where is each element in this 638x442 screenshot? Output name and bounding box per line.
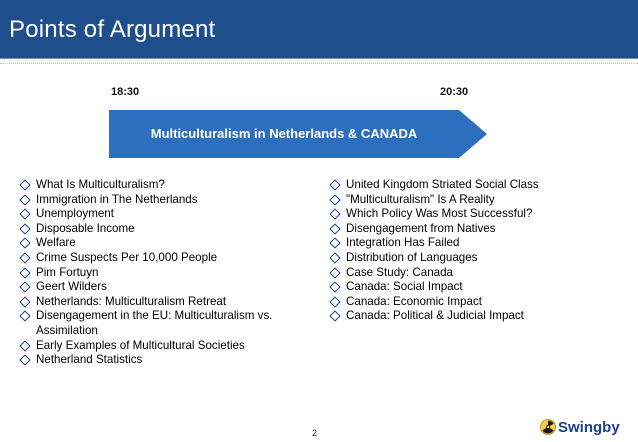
right-topic-list (328, 178, 628, 324)
diamond-bullet-icon (329, 209, 340, 220)
radiation-icon (540, 419, 556, 435)
list-item-text: Disengagement from Natives (346, 221, 496, 235)
arrow-banner-label: Multiculturalism in Netherlands & CANADA (150, 126, 418, 141)
diamond-bullet-icon (329, 238, 340, 249)
swingby-logo (540, 417, 620, 437)
diamond-bullet-icon (329, 296, 340, 307)
diamond-bullet-icon (19, 340, 30, 351)
list-item-text: Netherland Statistics (36, 353, 143, 367)
slide-title: Points of Argument (9, 16, 216, 43)
list-item (18, 222, 318, 237)
list-item (18, 193, 318, 208)
list-item (328, 193, 628, 208)
list-item (328, 295, 628, 310)
list-item-text: Case Study: Canada (346, 265, 453, 279)
list-item (18, 339, 318, 354)
list-item (328, 251, 628, 266)
diamond-bullet-icon (329, 267, 340, 278)
list-item-text: United Kingdom Striated Social Class (346, 178, 539, 191)
title-divider (0, 63, 638, 64)
list-item-text: Immigration in The Netherlands (36, 192, 198, 206)
list-item (18, 295, 318, 310)
list-item (18, 207, 318, 222)
list-item (328, 266, 628, 281)
list-item (328, 207, 628, 222)
diamond-bullet-icon (329, 311, 340, 322)
list-item-text: Disposable Income (36, 221, 135, 235)
timeline-end: 20:30 (440, 86, 469, 98)
list-item-text: Canada: Political & Judicial Impact (346, 309, 524, 323)
list-item-text: Canada: Social Impact (346, 280, 463, 294)
list-item-text: Distribution of Languages (346, 250, 478, 264)
diamond-bullet-icon (19, 296, 30, 307)
diamond-bullet-icon (329, 252, 340, 263)
list-item-text: Netherlands: Multiculturalism Retreat (36, 294, 227, 308)
list-item (328, 178, 628, 193)
diamond-bullet-icon (19, 354, 30, 365)
list-item-text: Geert Wilders (36, 280, 107, 294)
list-item-text: "Multiculturalism" Is A Reality (346, 192, 495, 206)
list-item-text: Canada: Economic Impact (346, 294, 482, 308)
list-item-text: Welfare (36, 236, 76, 250)
list-item (328, 236, 628, 251)
list-item (18, 266, 318, 281)
diamond-bullet-icon (329, 223, 340, 234)
logo-text: Swingby (558, 418, 620, 436)
timeline-start: 18:30 (111, 86, 140, 98)
diamond-bullet-icon (329, 281, 340, 292)
list-item-text: Which Policy Was Most Successful? (346, 207, 533, 221)
list-item-text: Integration Has Failed (346, 236, 460, 250)
list-item (328, 309, 628, 324)
list-item (328, 222, 628, 237)
diamond-bullet-icon (19, 252, 30, 263)
list-item-text: Crime Suspects Per 10,000 People (36, 250, 218, 264)
diamond-bullet-icon (19, 209, 30, 220)
diamond-bullet-icon (19, 267, 30, 278)
list-item (18, 309, 318, 338)
list-item (328, 280, 628, 295)
diamond-bullet-icon (329, 179, 340, 190)
list-item (18, 353, 318, 368)
list-item (18, 236, 318, 251)
list-item-text: Unemployment (36, 207, 114, 221)
diamond-bullet-icon (19, 194, 30, 205)
diamond-bullet-icon (19, 238, 30, 249)
list-item-text: Disengagement in the EU: Multiculturalism vs. Assimilation (36, 309, 273, 337)
list-item (18, 251, 318, 266)
left-topic-list (18, 178, 318, 368)
list-item-text: What Is Multiculturalism? (36, 178, 165, 191)
list-item (18, 178, 318, 193)
diamond-bullet-icon (19, 281, 30, 292)
diamond-bullet-icon (19, 311, 30, 322)
diamond-bullet-icon (329, 194, 340, 205)
page-number: 2 (312, 428, 318, 438)
diamond-bullet-icon (19, 179, 30, 190)
diamond-bullet-icon (19, 223, 30, 234)
title-bar (0, 0, 638, 59)
list-item (18, 280, 318, 295)
list-item-text: Pim Fortuyn (36, 265, 99, 279)
list-item-text: Early Examples of Multicultural Societies (36, 338, 245, 352)
